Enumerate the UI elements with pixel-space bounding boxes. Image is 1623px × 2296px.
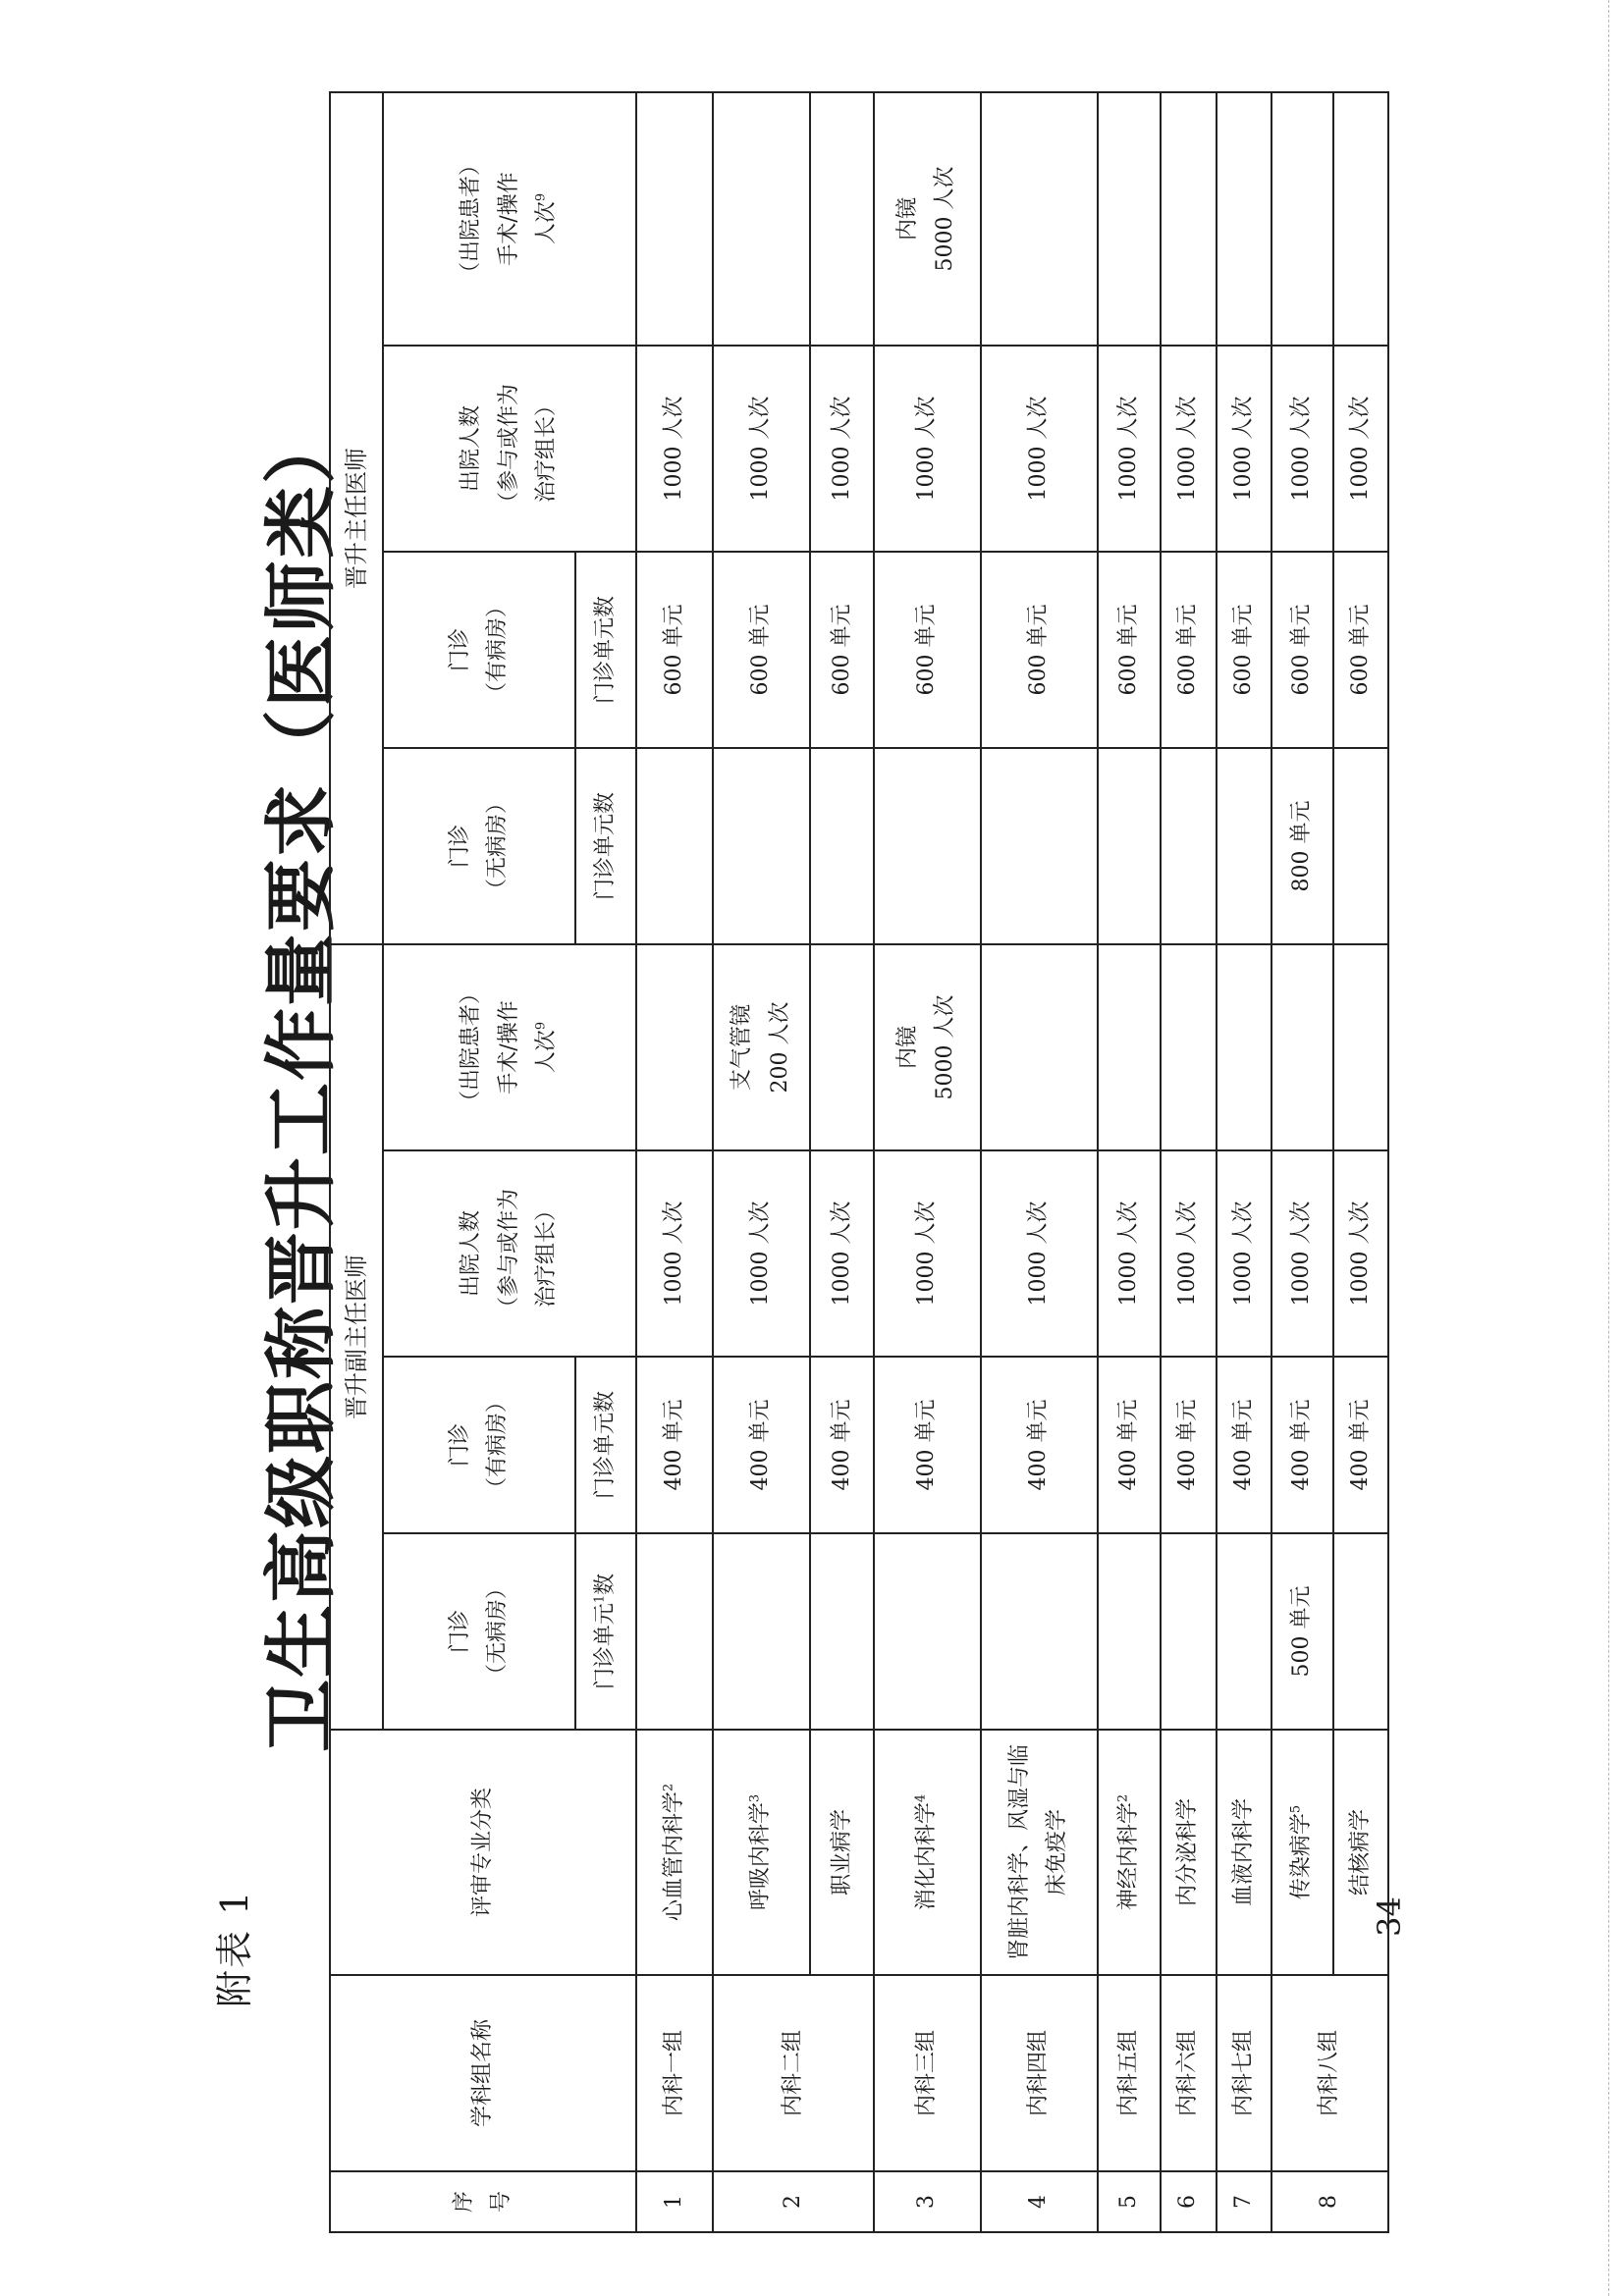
header-d-with-ward-unit: 门诊单元数	[575, 1357, 636, 1533]
row-deputy-discharged: 1000 人次	[713, 1150, 811, 1357]
row-seq: 4	[981, 2171, 1098, 2232]
row-chief-outpatient-with-ward: 600 单元	[1098, 552, 1162, 748]
row-chief-outpatient-no-ward: 800 单元	[1271, 748, 1333, 944]
row-chief-outpatient-with-ward: 600 单元	[636, 552, 713, 748]
row-deputy-procedures: 内镜 5000 人次	[874, 944, 980, 1150]
row-deputy-outpatient-no-ward: 500 单元	[1271, 1533, 1333, 1730]
row-seq: 7	[1217, 2171, 1271, 2232]
row-chief-outpatient-no-ward	[1333, 748, 1388, 944]
row-deputy-discharged: 1000 人次	[636, 1150, 713, 1357]
row-deputy-outpatient-with-ward: 400 单元	[1271, 1357, 1333, 1533]
header-d-no-ward-unit: 门诊单元$^1$数	[575, 1533, 636, 1730]
row-deputy-outpatient-no-ward	[810, 1533, 874, 1730]
row-deputy-outpatient-with-ward: 400 单元	[713, 1357, 811, 1533]
row-deputy-discharged: 1000 人次	[1333, 1150, 1388, 1357]
row-category: 肾脏内科学、风湿与临床免疫学	[981, 1730, 1098, 1975]
row-deputy-outpatient-with-ward: 400 单元	[981, 1357, 1098, 1533]
row-deputy-outpatient-with-ward: 400 单元	[1333, 1357, 1388, 1533]
row-chief-discharged: 1000 人次	[1161, 346, 1216, 552]
row-chief-discharged: 1000 人次	[981, 346, 1098, 552]
row-group-name: 内科六组	[1161, 1975, 1216, 2171]
workload-table-container	[329, 93, 1389, 2233]
row-deputy-discharged: 1000 人次	[1217, 1150, 1271, 1357]
row-chief-outpatient-with-ward: 600 单元	[981, 552, 1098, 748]
row-chief-discharged: 1000 人次	[810, 346, 874, 552]
row-chief-discharged: 1000 人次	[874, 346, 980, 552]
row-chief-outpatient-no-ward	[874, 748, 980, 944]
row-chief-procedures	[1271, 92, 1333, 346]
header-d-no-ward: 门诊 （无病房）	[383, 1533, 575, 1730]
table-row	[1161, 92, 1216, 2232]
row-seq: 3	[874, 2171, 980, 2232]
table-row	[713, 92, 811, 2232]
row-chief-outpatient-with-ward: 600 单元	[810, 552, 874, 748]
row-group-name: 内科八组	[1271, 1975, 1388, 2171]
header-c-no-ward-unit: 门诊单元数	[575, 748, 636, 944]
row-category: 结核病学	[1333, 1730, 1388, 1975]
row-deputy-procedures: 支气管镜 200 人次	[713, 944, 811, 1150]
row-deputy-outpatient-with-ward: 400 单元	[1161, 1357, 1216, 1533]
workload-table	[329, 91, 1389, 2233]
row-category: 血液内科学	[1217, 1730, 1271, 1975]
row-chief-procedures	[981, 92, 1098, 346]
row-deputy-procedures	[1271, 944, 1333, 1150]
row-deputy-discharged: 1000 人次	[1098, 1150, 1162, 1357]
table-row	[1333, 92, 1388, 2232]
header-d-discharged: 出院人数 （参与或作为 治疗组长）	[383, 1150, 636, 1357]
row-deputy-outpatient-with-ward: 400 单元	[874, 1357, 980, 1533]
row-group-name: 内科四组	[981, 1975, 1098, 2171]
row-chief-procedures	[1098, 92, 1162, 346]
row-chief-outpatient-with-ward: 600 单元	[713, 552, 811, 748]
row-chief-outpatient-with-ward: 600 单元	[874, 552, 980, 748]
row-seq: 2	[713, 2171, 874, 2232]
row-chief-procedures	[713, 92, 811, 346]
row-chief-outpatient-no-ward	[636, 748, 713, 944]
row-chief-procedures	[636, 92, 713, 346]
table-header	[330, 92, 636, 2232]
row-chief-outpatient-with-ward: 600 单元	[1217, 552, 1271, 748]
header-category: 评审专业分类	[330, 1730, 636, 1975]
table-row	[874, 92, 980, 2232]
page-title: 卫生高级职称晋升工作量要求（医师类）	[259, 409, 344, 1752]
row-deputy-procedures	[1161, 944, 1216, 1150]
row-chief-outpatient-no-ward	[1217, 748, 1271, 944]
row-group-name: 内科三组	[874, 1975, 980, 2171]
row-deputy-discharged: 1000 人次	[1161, 1150, 1216, 1357]
row-deputy-discharged: 1000 人次	[810, 1150, 874, 1357]
row-chief-outpatient-with-ward: 600 单元	[1333, 552, 1388, 748]
row-chief-outpatient-no-ward	[713, 748, 811, 944]
header-c-no-ward: 门诊 （无病房）	[383, 748, 575, 944]
appendix-label: 附表 1	[213, 1889, 256, 2007]
row-seq: 1	[636, 2171, 713, 2232]
row-group-name: 内科二组	[713, 1975, 874, 2171]
row-deputy-procedures	[1333, 944, 1388, 1150]
header-deputy-chief: 晋升副主任医师	[330, 944, 383, 1730]
row-chief-outpatient-no-ward	[1098, 748, 1162, 944]
row-chief-outpatient-no-ward	[1161, 748, 1216, 944]
row-category: 神经内科学$^2$	[1098, 1730, 1162, 1975]
table-row	[1271, 92, 1333, 2232]
table-body	[636, 92, 1388, 2232]
row-deputy-outpatient-no-ward	[874, 1533, 980, 1730]
row-category: 职业病学	[810, 1730, 874, 1975]
row-chief-outpatient-with-ward: 600 单元	[1161, 552, 1216, 748]
row-chief-procedures	[1333, 92, 1388, 346]
row-chief-procedures	[1161, 92, 1216, 346]
row-deputy-procedures	[810, 944, 874, 1150]
row-chief-procedures	[1217, 92, 1271, 346]
row-deputy-outpatient-with-ward: 400 单元	[1098, 1357, 1162, 1533]
table-row	[636, 92, 713, 2232]
row-chief-outpatient-no-ward	[810, 748, 874, 944]
row-group-name: 内科一组	[636, 1975, 713, 2171]
row-deputy-outpatient-no-ward	[1098, 1533, 1162, 1730]
header-c-procedures: （出院患者） 手术/操作 人次$^9$	[383, 92, 636, 346]
header-seq: 序 号	[330, 2171, 636, 2232]
row-deputy-discharged: 1000 人次	[1271, 1150, 1333, 1357]
row-chief-discharged: 1000 人次	[636, 346, 713, 552]
row-category: 传染病学$^5$	[1271, 1730, 1333, 1975]
header-group-name: 学科组名称	[330, 1975, 636, 2171]
row-chief-discharged: 1000 人次	[1333, 346, 1388, 552]
row-chief-procedures: 内镜 5000 人次	[874, 92, 980, 346]
header-c-with-ward-unit: 门诊单元数	[575, 552, 636, 748]
table-row	[981, 92, 1098, 2232]
row-chief-outpatient-with-ward: 600 单元	[1271, 552, 1333, 748]
row-seq: 8	[1271, 2171, 1388, 2232]
header-d-with-ward: 门诊 （有病房）	[383, 1357, 575, 1533]
row-chief-discharged: 1000 人次	[1098, 346, 1162, 552]
row-category: 消化内科学$^4$	[874, 1730, 980, 1975]
row-chief-discharged: 1000 人次	[713, 346, 811, 552]
table-row	[1217, 92, 1271, 2232]
row-deputy-outpatient-with-ward: 400 单元	[1217, 1357, 1271, 1533]
table-row	[810, 92, 874, 2232]
row-chief-procedures	[810, 92, 874, 346]
scan-edge-line	[1608, 0, 1609, 2296]
row-deputy-outpatient-no-ward	[1217, 1533, 1271, 1730]
row-category: 呼吸内科学$^3$	[713, 1730, 811, 1975]
row-deputy-discharged: 1000 人次	[874, 1150, 980, 1357]
row-deputy-procedures	[1098, 944, 1162, 1150]
header-c-with-ward: 门诊 （有病房）	[383, 552, 575, 748]
row-category: 心血管内科学$^2$	[636, 1730, 713, 1975]
table-row	[1098, 92, 1162, 2232]
row-deputy-procedures	[981, 944, 1098, 1150]
row-deputy-outpatient-with-ward: 400 单元	[636, 1357, 713, 1533]
row-deputy-outpatient-no-ward	[636, 1533, 713, 1730]
page-number: － 34 －	[1371, 1854, 1408, 1978]
row-group-name: 内科七组	[1217, 1975, 1271, 2171]
header-c-discharged: 出院人数 （参与或作为 治疗组长）	[383, 346, 636, 552]
row-seq: 6	[1161, 2171, 1216, 2232]
row-chief-outpatient-no-ward	[981, 748, 1098, 944]
row-deputy-outpatient-with-ward: 400 单元	[810, 1357, 874, 1533]
row-seq: 5	[1098, 2171, 1162, 2232]
row-deputy-outpatient-no-ward	[1333, 1533, 1388, 1730]
row-chief-discharged: 1000 人次	[1217, 346, 1271, 552]
row-chief-discharged: 1000 人次	[1271, 346, 1333, 552]
row-deputy-outpatient-no-ward	[981, 1533, 1098, 1730]
row-deputy-discharged: 1000 人次	[981, 1150, 1098, 1357]
row-deputy-procedures	[636, 944, 713, 1150]
header-chief: 晋升主任医师	[330, 92, 383, 944]
row-deputy-outpatient-no-ward	[713, 1533, 811, 1730]
header-d-procedures: （出院患者） 手术/操作 人次$^9$	[383, 944, 636, 1150]
row-group-name: 内科五组	[1098, 1975, 1162, 2171]
row-deputy-procedures	[1217, 944, 1271, 1150]
row-deputy-outpatient-no-ward	[1161, 1533, 1216, 1730]
row-category: 内分泌科学	[1161, 1730, 1216, 1975]
